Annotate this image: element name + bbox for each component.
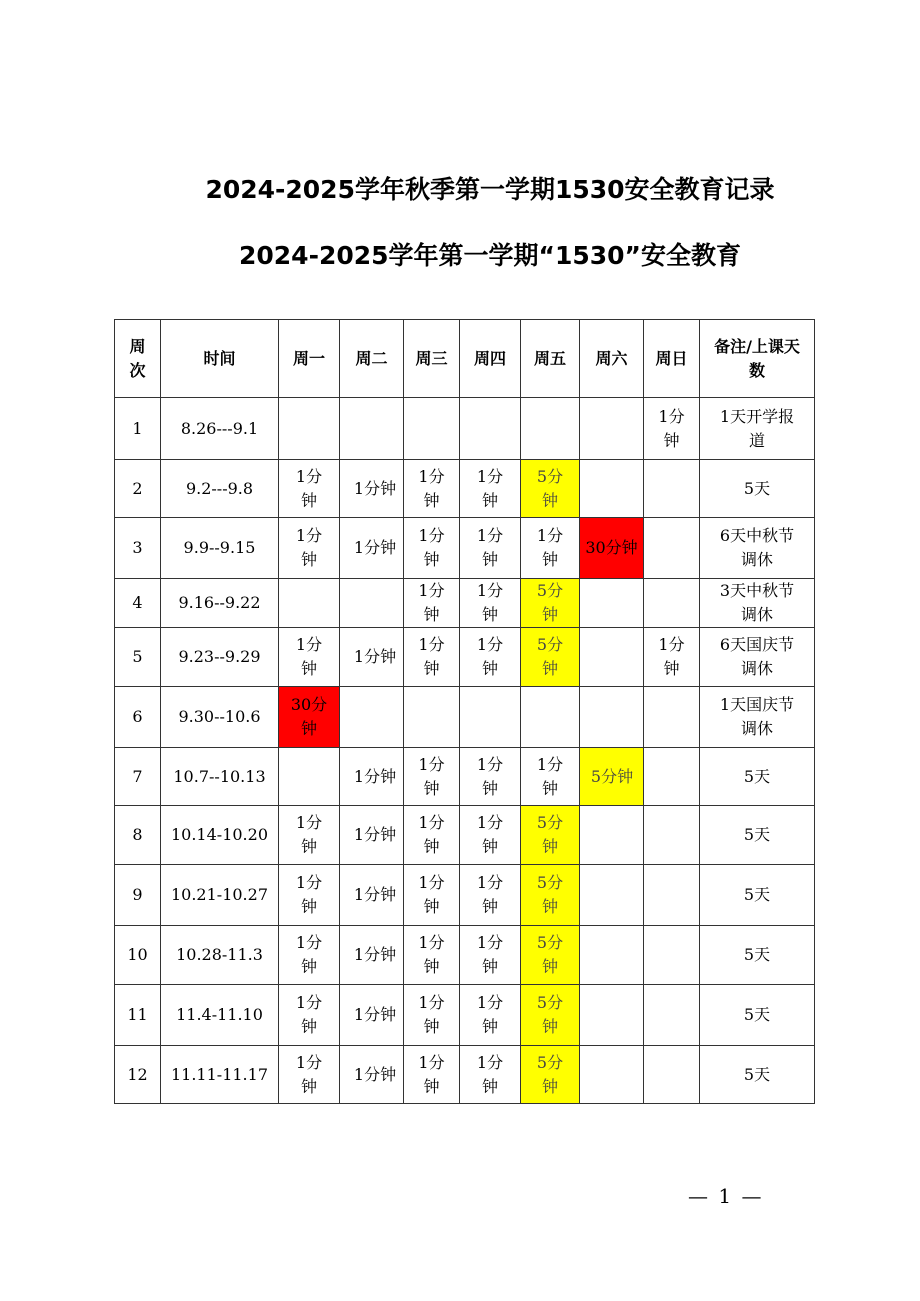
cell-tue: 1分钟 [340, 806, 404, 865]
cell-time: 11.4-11.10 [161, 985, 279, 1046]
cell-fri: 1分钟 [521, 518, 580, 579]
cell-fri: 5分钟 [521, 628, 580, 687]
cell-wed: 1分钟 [404, 865, 460, 926]
cell-note: 5天 [700, 460, 815, 518]
cell-week: 8 [115, 806, 161, 865]
cell-sat [580, 985, 644, 1046]
cell-mon: 1分钟 [279, 460, 340, 518]
cell-tue: 1分钟 [340, 518, 404, 579]
cell-sat [580, 628, 644, 687]
cell-fri [521, 398, 580, 460]
table-row [115, 806, 815, 865]
cell-thu [460, 687, 521, 748]
cell-fri [521, 687, 580, 748]
cell-thu: 1分钟 [460, 985, 521, 1046]
table-row [115, 628, 815, 687]
header-time: 时间 [161, 320, 279, 398]
cell-tue: 1分钟 [340, 926, 404, 985]
cell-thu: 1分钟 [460, 628, 521, 687]
cell-time: 9.23--9.29 [161, 628, 279, 687]
cell-week: 3 [115, 518, 161, 579]
cell-time: 10.21-10.27 [161, 865, 279, 926]
cell-time: 9.2---9.8 [161, 460, 279, 518]
cell-thu: 1分钟 [460, 865, 521, 926]
cell-tue [340, 687, 404, 748]
cell-sun [644, 579, 700, 628]
cell-tue: 1分钟 [340, 1046, 404, 1104]
cell-sat: 30分钟 [580, 518, 644, 579]
header-week: 周次 [115, 320, 161, 398]
cell-week: 10 [115, 926, 161, 985]
cell-wed: 1分钟 [404, 628, 460, 687]
cell-mon [279, 398, 340, 460]
cell-thu: 1分钟 [460, 579, 521, 628]
cell-time: 9.30--10.6 [161, 687, 279, 748]
cell-time: 10.28-11.3 [161, 926, 279, 985]
cell-week: 11 [115, 985, 161, 1046]
table-row [115, 460, 815, 518]
header-row [115, 320, 815, 398]
schedule-table [114, 319, 815, 1104]
cell-sun [644, 1046, 700, 1104]
cell-mon: 1分钟 [279, 926, 340, 985]
table-row [115, 687, 815, 748]
header-sat: 周六 [580, 320, 644, 398]
header-wed: 周三 [404, 320, 460, 398]
cell-note: 5天 [700, 748, 815, 806]
cell-note: 6天中秋节调休 [700, 518, 815, 579]
header-thu: 周四 [460, 320, 521, 398]
cell-mon [279, 748, 340, 806]
cell-sun: 1分钟 [644, 628, 700, 687]
cell-sun [644, 687, 700, 748]
cell-note: 5天 [700, 865, 815, 926]
table-row [115, 518, 815, 579]
cell-wed [404, 398, 460, 460]
cell-tue: 1分钟 [340, 985, 404, 1046]
cell-sun [644, 518, 700, 579]
cell-sat [580, 579, 644, 628]
cell-tue: 1分钟 [340, 628, 404, 687]
cell-sat [580, 1046, 644, 1104]
cell-mon: 1分钟 [279, 1046, 340, 1104]
cell-thu: 1分钟 [460, 1046, 521, 1104]
document-subtitle: 2024-2025学年第一学期“1530”安全教育 [239, 241, 741, 270]
cell-fri: 5分钟 [521, 579, 580, 628]
cell-wed: 1分钟 [404, 460, 460, 518]
header-sun: 周日 [644, 320, 700, 398]
cell-thu: 1分钟 [460, 748, 521, 806]
table-row [115, 398, 815, 460]
cell-thu [460, 398, 521, 460]
cell-fri: 5分钟 [521, 1046, 580, 1104]
cell-fri: 5分钟 [521, 865, 580, 926]
cell-note: 5天 [700, 1046, 815, 1104]
cell-time: 8.26---9.1 [161, 398, 279, 460]
cell-fri: 5分钟 [521, 460, 580, 518]
cell-wed: 1分钟 [404, 926, 460, 985]
cell-mon: 1分钟 [279, 985, 340, 1046]
cell-sun [644, 926, 700, 985]
cell-week: 9 [115, 865, 161, 926]
page-number: — 1 — [688, 1184, 764, 1208]
cell-sat [580, 687, 644, 748]
table-row [115, 579, 815, 628]
cell-mon: 1分钟 [279, 865, 340, 926]
cell-week: 1 [115, 398, 161, 460]
cell-time: 10.7--10.13 [161, 748, 279, 806]
cell-tue: 1分钟 [340, 865, 404, 926]
cell-thu: 1分钟 [460, 460, 521, 518]
cell-fri: 5分钟 [521, 985, 580, 1046]
cell-note: 5天 [700, 926, 815, 985]
cell-fri: 5分钟 [521, 926, 580, 985]
cell-week: 2 [115, 460, 161, 518]
table-row [115, 985, 815, 1046]
cell-wed [404, 687, 460, 748]
cell-wed: 1分钟 [404, 1046, 460, 1104]
cell-sat [580, 460, 644, 518]
cell-note: 3天中秋节调休 [700, 579, 815, 628]
cell-sat [580, 398, 644, 460]
table-row [115, 926, 815, 985]
cell-fri: 5分钟 [521, 806, 580, 865]
cell-thu: 1分钟 [460, 518, 521, 579]
cell-sat [580, 865, 644, 926]
cell-time: 9.9--9.15 [161, 518, 279, 579]
cell-sun [644, 460, 700, 518]
cell-mon: 1分钟 [279, 806, 340, 865]
cell-tue [340, 579, 404, 628]
cell-week: 4 [115, 579, 161, 628]
cell-sun [644, 985, 700, 1046]
cell-mon: 30分钟 [279, 687, 340, 748]
cell-time: 9.16--9.22 [161, 579, 279, 628]
cell-sun [644, 865, 700, 926]
header-fri: 周五 [521, 320, 580, 398]
cell-sat [580, 926, 644, 985]
cell-wed: 1分钟 [404, 579, 460, 628]
cell-wed: 1分钟 [404, 748, 460, 806]
cell-sun [644, 748, 700, 806]
cell-note: 1天国庆节调休 [700, 687, 815, 748]
cell-wed: 1分钟 [404, 806, 460, 865]
cell-time: 10.14-10.20 [161, 806, 279, 865]
cell-sun [644, 806, 700, 865]
table-row [115, 1046, 815, 1104]
cell-mon: 1分钟 [279, 628, 340, 687]
cell-thu: 1分钟 [460, 926, 521, 985]
cell-mon [279, 579, 340, 628]
cell-note: 5天 [700, 806, 815, 865]
cell-tue: 1分钟 [340, 460, 404, 518]
cell-wed: 1分钟 [404, 518, 460, 579]
cell-tue [340, 398, 404, 460]
header-mon: 周一 [279, 320, 340, 398]
header-note: 备注/上课天数 [700, 320, 815, 398]
cell-sat: 5分钟 [580, 748, 644, 806]
document-title: 2024-2025学年秋季第一学期1530安全教育记录 [205, 175, 775, 204]
cell-sat [580, 806, 644, 865]
cell-week: 6 [115, 687, 161, 748]
cell-mon: 1分钟 [279, 518, 340, 579]
header-tue: 周二 [340, 320, 404, 398]
cell-wed: 1分钟 [404, 985, 460, 1046]
cell-fri: 1分钟 [521, 748, 580, 806]
cell-note: 5天 [700, 985, 815, 1046]
table-row [115, 748, 815, 806]
cell-week: 7 [115, 748, 161, 806]
cell-week: 5 [115, 628, 161, 687]
cell-week: 12 [115, 1046, 161, 1104]
table-row [115, 865, 815, 926]
cell-sun: 1分钟 [644, 398, 700, 460]
table-body [115, 398, 815, 1104]
cell-tue: 1分钟 [340, 748, 404, 806]
cell-thu: 1分钟 [460, 806, 521, 865]
cell-note: 1天开学报道 [700, 398, 815, 460]
cell-note: 6天国庆节调休 [700, 628, 815, 687]
cell-time: 11.11-11.17 [161, 1046, 279, 1104]
